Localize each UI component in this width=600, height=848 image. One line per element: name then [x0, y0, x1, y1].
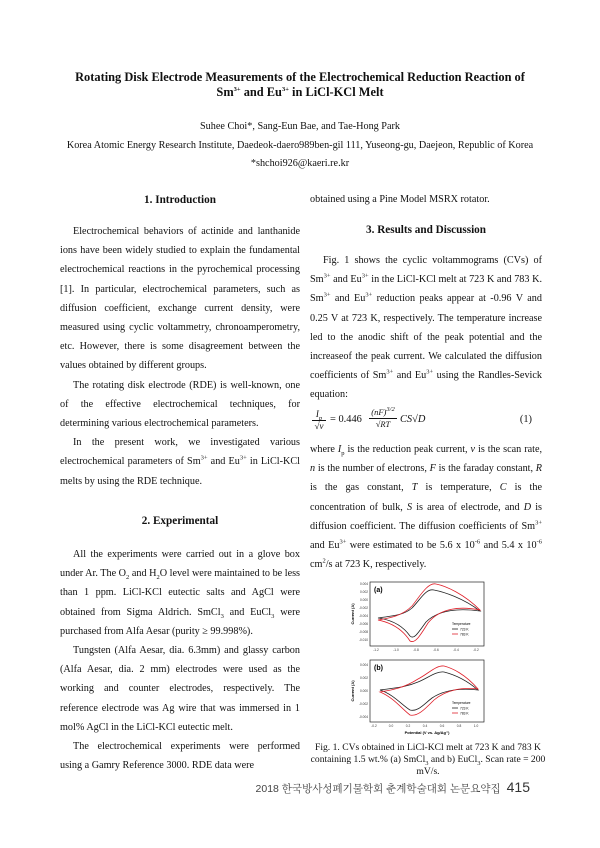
a-ytick: 0.004 — [360, 582, 368, 586]
legend-title: Temperature — [452, 701, 471, 705]
experimental-paragraph-3: The electrochemical experiments were performed using a Gamry Reference 3000. RDE data were — [60, 741, 300, 772]
email: *shchoi926@kaeri.re.kr — [250, 158, 350, 169]
affiliation: Korea Atomic Energy Research Institute, Daedeok-daero989ben-gil 111, Yuseong-gu, Daejeon, Republic of Korea — [66, 140, 534, 151]
results-paragraph-1: Fig. 1 shows the cyclic voltammograms (CVs) of $Sm^{3+}$ and $Eu^{3+}$ in the LiCl-KCl melt at 723 K and 783 K. $Sm^{3+}$ and $Eu^{3+}$ reduction peaks appear at -0.96 V and 0.25 V at 723 K, respectively. The temperature increase led to the anodic shift of the peak potential and the increaseof the peak current. We calculated the diffusion coefficients of $Sm^{3+}$ and $Eu^{3+}$ using the Randles-Sevick equation: — [310, 255, 542, 401]
panel-a-legend — [452, 622, 471, 637]
randles-sevcik-equation — [312, 407, 544, 441]
legend-723: 723 K — [460, 706, 469, 711]
a-xtick: -0.6 — [433, 648, 439, 652]
page-footer — [256, 779, 530, 796]
b-xtick: 0.4 — [422, 724, 428, 728]
a-xtick: -1.2 — [373, 648, 379, 652]
b-xtick: 0.0 — [388, 724, 394, 728]
panel-a-ylabel: Current (A) — [350, 603, 355, 625]
a-ytick: 0.002 — [360, 590, 368, 594]
results-heading: 3. Results and Discussion — [366, 224, 486, 236]
b-xtick: 0.6 — [439, 724, 445, 728]
title-line-2: $Sm^{3+}$ and $Eu^{3+}$ in LiCl-KCl Melt — [216, 85, 384, 99]
a-xtick: -0.8 — [413, 648, 419, 652]
panel-b-legend — [452, 701, 471, 716]
b-xtick: 0.8 — [456, 724, 462, 728]
intro-paragraph-2: The rotating disk electrode (RDE) is well-known, one of the effective electrochemical techniques, for determining various electrochemical parameters. — [60, 379, 300, 430]
intro-heading: 1. Introduction — [144, 194, 216, 206]
equation-number: (1) — [519, 414, 532, 425]
a-ytick: 0.000 — [360, 598, 368, 602]
equation-tail: CS√D — [400, 414, 426, 425]
experimental-paragraph-2: Tungsten (Alfa Aesar, dia. 6.3mm) and glassy carbon (Alfa Aesar, dia. 2 mm) electrodes were used as the working and counter electrodes, respectively. The reference electrode was Ag wire that was immersed in 1 mol% AgCl in the LiCl-KCl eutectic melt. — [60, 645, 300, 733]
intro-body — [60, 222, 300, 491]
panel-a-yticks — [359, 582, 368, 642]
legend-783: 783 K — [460, 711, 469, 716]
a-ytick: -0.006 — [358, 622, 368, 626]
b-ytick: -0.002 — [358, 702, 368, 706]
page-number: 415 — [506, 779, 530, 795]
panel-b-ylabel: Current (A) — [350, 680, 355, 702]
b-xtick: 1.0 — [473, 724, 479, 728]
a-ytick: -0.004 — [358, 614, 368, 618]
equation-coefficient: = 0.446 — [330, 414, 362, 425]
authors: Suhee Choi*, Sang-Eun Bae, and Tae-Hong Park — [200, 121, 400, 132]
b-xtick: 0.2 — [405, 724, 411, 728]
b-ytick: -0.004 — [358, 715, 368, 719]
panel-a-label: (a) — [374, 587, 383, 594]
paper-title — [40, 70, 560, 100]
right-continued-text: obtained using a Pine Model MSRX rotator. — [310, 194, 490, 205]
title-line-1: Rotating Disk Electrode Measurements of the Electrochemical Reduction Reaction of — [75, 70, 525, 84]
equation-fraction: (nF)$^{3/2}$ √RT — [369, 407, 397, 430]
equation-lhs: $I_p$ √v — [312, 409, 326, 432]
panel-b-yticks — [359, 663, 368, 719]
panel-b-xlabel: Potential (V vs. Ag/Ag⁺) — [404, 730, 450, 735]
a-ytick: -0.010 — [358, 638, 368, 642]
a-xtick: -0.2 — [473, 648, 479, 652]
experimental-paragraph-1: All the experiments were carried out in a glove box under Ar. The $O_2$ and $H_2O$ level were maintained to be less than 1 ppm. LiCl-KCl eutectic salts and AgCl were obtained from Sigma Aldrich. SmCl$_3$ and EuCl$_3$ were purchased from Alfa Aesar (purity ≥ 99.998%). — [60, 549, 301, 637]
legend-723: 723 K — [460, 627, 469, 632]
figure-caption: Fig. 1. CVs obtained in LiCl-KCl melt at 723 K and 783 K containing 1.5 wt.% (a) SmCl$_3$ and b) EuCl$_3$. Scan rate = 200 mV/s. — [310, 742, 546, 778]
experimental-heading: 2. Experimental — [141, 515, 219, 527]
legend-783: 783 K — [460, 632, 469, 637]
b-ytick: 0.002 — [360, 676, 368, 680]
cv-figure — [348, 578, 490, 738]
intro-paragraph-1: Electrochemical behaviors of actinide and lanthanide ions have been widely studied to explain the fundamental electrochemical reactions in the pyrochemical processing [1]. In particular, electrochemical parameters, such as diffusion coefficient, exchange current density, were measured using cyclic voltammetry, chronoamperometry, etc. However, there is some disagreement between the values obtained by different groups. — [60, 226, 300, 372]
b-ytick: 0.000 — [360, 689, 368, 693]
footer-text: 2018 한국방사성폐기물학회 춘계학술대회 논문요약집 — [255, 783, 501, 795]
a-ytick: -0.008 — [358, 630, 368, 634]
panel-a-xticks — [373, 648, 479, 652]
a-ytick: -0.002 — [358, 606, 368, 610]
a-xtick: -0.4 — [453, 648, 459, 652]
panel-b-label: (b) — [374, 665, 383, 672]
b-xtick: -0.2 — [371, 724, 377, 728]
panel-b-xticks — [371, 724, 478, 728]
intro-paragraph-3: In the present work, we investigated various electrochemical parameters of $Sm^{3+}$ and $Eu^{3+}$ in LiCl-KCl melts by using the RDE technique. — [60, 437, 300, 487]
experimental-body — [60, 545, 300, 775]
legend-title: Temperature — [452, 622, 471, 626]
b-ytick: 0.004 — [360, 663, 368, 667]
a-xtick: -1.0 — [393, 648, 399, 652]
results-paragraph-2: where $I_p$ is the reduction peak current, v is the scan rate, n is the number of electrons, F is the faraday constant, R is the gas constant, T is temperature, C is the concentration of bulk, S is area of electrode, and D is diffusion coefficient. The diffusion coefficients of $Sm^{3+}$ and $Eu^{3+}$ were estimated to be 5.6 x $10^{-6}$ and 5.4 x $10^{-6}$ $cm^2/s$ at 723 K, respectively. — [310, 444, 543, 571]
